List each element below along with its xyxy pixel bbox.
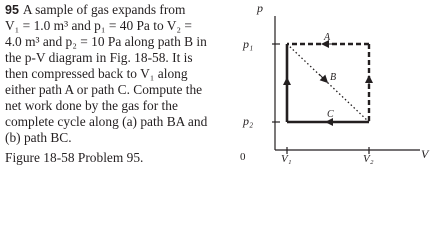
problem-line-4: the p-V diagram in Fig. 18-58. It is bbox=[5, 50, 193, 65]
problem-line-3: 4.0 m³ and p₂ = 10 Pa along path B in bbox=[5, 34, 207, 49]
problem-line-9: (b) path BC. bbox=[5, 130, 72, 145]
path-c-label: C bbox=[327, 109, 334, 120]
problem-text bbox=[5, 2, 231, 146]
path-b-arrow bbox=[319, 74, 326, 81]
p2-label: p₂ bbox=[243, 114, 254, 128]
p-axis-label: p bbox=[257, 1, 263, 15]
v1-label: V₁ bbox=[281, 153, 292, 165]
problem-line-2: V₁ = 1.0 m³ and p₁ = 40 Pa to V₂ = bbox=[5, 18, 192, 33]
v-axis-label: V bbox=[421, 147, 429, 161]
path-b-label: B bbox=[330, 72, 337, 83]
path-a-label: A bbox=[324, 32, 331, 43]
problem-line-1: 95 A sample of gas expands from bbox=[5, 2, 186, 17]
problem-number: 95 bbox=[5, 3, 19, 17]
origin-label: 0 bbox=[240, 151, 246, 163]
problem-line-7: net work done by the gas for the bbox=[5, 98, 178, 113]
problem-line-8: complete cycle along (a) path BA and bbox=[5, 114, 208, 129]
problem-line-5: then compressed back to V₁ along bbox=[5, 66, 188, 81]
pv-diagram bbox=[232, 0, 430, 165]
v2-label: V₂ bbox=[363, 153, 374, 165]
problem-line-6: either path A or path C. Compute the bbox=[5, 82, 203, 97]
truncated-caption: Figure 18-58 Problem 95. bbox=[5, 150, 144, 165]
p1-label: p₁ bbox=[243, 37, 254, 51]
